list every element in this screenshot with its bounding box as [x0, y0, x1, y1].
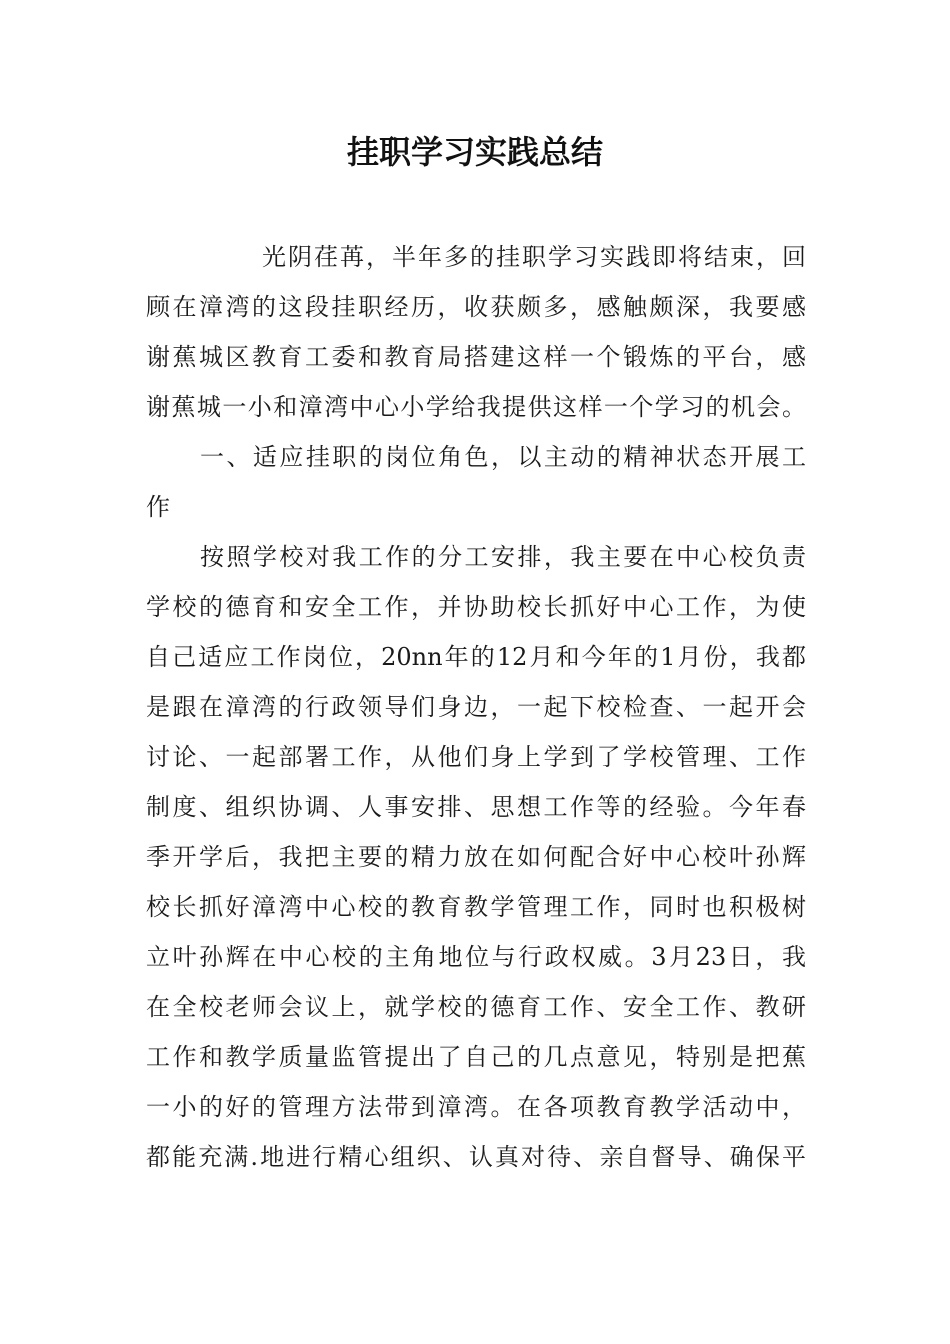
- paragraph-1-line-3: 谢蕉城区教育工委和教育局搭建这样一个锻炼的平台，感: [146, 343, 806, 371]
- paragraph-2-line-2: 学校的德育和安全工作，并协助校长抓好中心工作，为使: [146, 593, 806, 621]
- paragraph-2-line-12: 一小的好的管理方法带到漳湾。在各项教育教学活动中，: [146, 1093, 806, 1121]
- paragraph-2-line-3: 自己适应工作岗位，20nn年的12月和今年的1月份，我都: [146, 643, 806, 671]
- paragraph-1-line-4: 谢蕉城一小和漳湾中心小学给我提供这样一个学习的机会。: [146, 393, 806, 421]
- paragraph-2-line-13: 都能充满.地进行精心组织、认真对待、亲自督导、确保平: [146, 1143, 806, 1171]
- paragraph-2-line-8: 校长抓好漳湾中心校的教育教学管理工作，同时也积极树: [146, 893, 806, 921]
- paragraph-2-line-6: 制度、组织协调、人事安排、思想工作等的经验。今年春: [146, 793, 806, 821]
- document-title: 挂职学习实践总结: [346, 133, 603, 171]
- paragraph-2-line-1: 按照学校对我工作的分工安排，我主要在中心校负责: [200, 543, 806, 571]
- paragraph-2-line-7: 季开学后，我把主要的精力放在如何配合好中心校叶孙辉: [146, 843, 806, 871]
- paragraph-2-line-5: 讨论、一起部署工作，从他们身上学到了学校管理、工作: [146, 743, 806, 771]
- paragraph-1-line-1: 光阴荏苒，半年多的挂职学习实践即将结束，回: [262, 243, 806, 271]
- paragraph-2-line-11: 工作和教学质量监管提出了自己的几点意见，特别是把蕉: [146, 1043, 806, 1071]
- paragraph-1-line-2: 顾在漳湾的这段挂职经历，收获颇多，感触颇深，我要感: [146, 293, 806, 321]
- section-heading-line-2: 作: [146, 493, 170, 521]
- paragraph-2-line-4: 是跟在漳湾的行政领导们身边，一起下校检查、一起开会: [146, 693, 806, 721]
- section-heading-line-1: 一、适应挂职的岗位角色，以主动的精神状态开展工: [200, 443, 806, 471]
- paragraph-2-line-10: 在全校老师会议上，就学校的德育工作、安全工作、教研: [146, 993, 806, 1021]
- paragraph-2-line-9: 立叶孙辉在中心校的主角地位与行政权威。3月23日，我: [146, 943, 806, 971]
